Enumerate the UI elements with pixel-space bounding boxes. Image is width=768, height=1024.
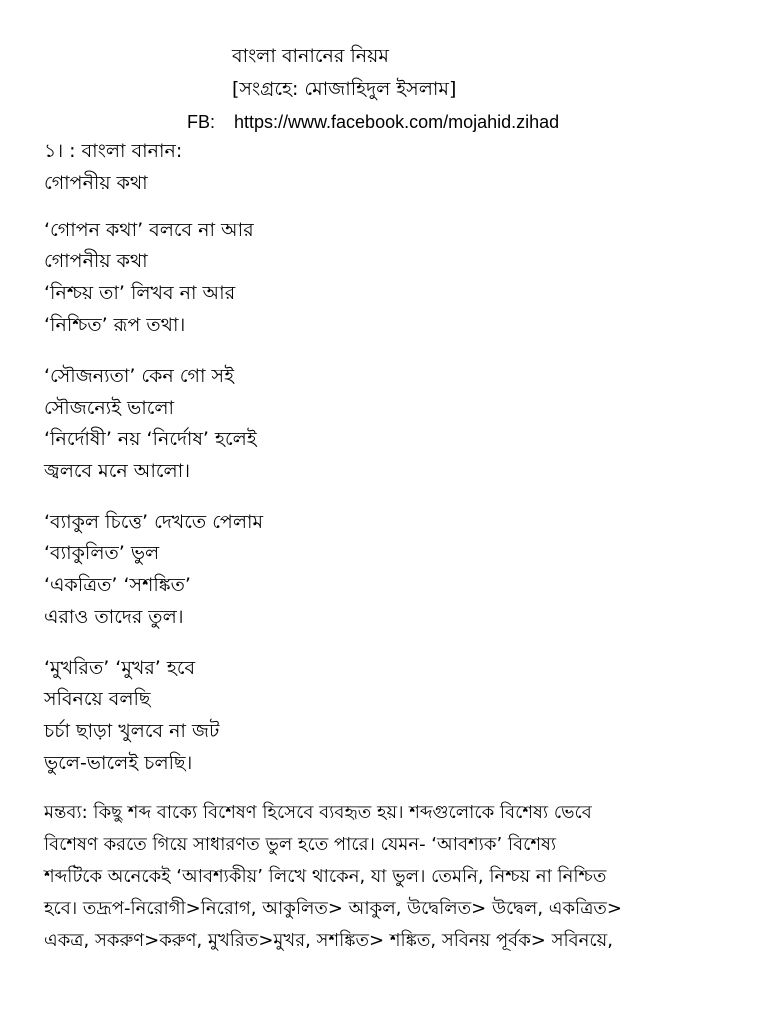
commentary-line: মন্তব্য: কিছু শব্দ বাক্যে বিশেষণ হিসেবে ব্যবহৃত হয়। শব্দগুলোকে বিশেষ্য ভেবে [44,802,592,823]
compiler-credit: [সংগ্রহে: মোজাহিদুল ইসলাম] [232,78,457,100]
fb-label: FB: [187,112,216,132]
commentary-line: শব্দটিকে অনেকেই ‘আবশ্যকীয়’ লিখে থাকেন, যা ভুল। তেমনি, নিশ্চয় না নিশ্চিত [44,866,607,887]
poem-line: চর্চা ছাড়া খুলবে না জট [44,720,220,742]
poem-line: জ্বলবে মনে আলো। [44,460,190,482]
commentary-line: একত্র, সকরুণ>করুণ, মুখরিত>মুখর, সশঙ্কিত> শঙ্কিত, সবিনয় পূর্বক> সবিনয়ে, [44,930,613,951]
section-subtitle: গোপনীয় কথা [44,172,148,194]
fb-link[interactable]: https://www.facebook.com/mojahid.zihad [234,112,560,132]
poem-line: এরাও তাদের তুল। [44,606,184,628]
commentary-line: হবে। তদ্রূপ-নিরোগী>নিরোগ, আকুলিত> আকুল, উদ্বেলিত> উদ্বেল, একত্রিত> [44,898,623,919]
poem-line: ‘নির্দোষী’ নয় ‘নির্দোষ’ হলেই [44,428,257,450]
poem-line: ‘ব্যাকুলিত’ ভুল [44,542,160,564]
document-title: বাংলা বানানের নিয়ম [232,45,389,67]
poem-line: ‘সৌজন্যতা’ কেন গো সই [44,365,234,387]
poem-line: ‘নিশ্চয় তা’ লিখব না আর [44,282,236,304]
poem-line: ভুলে-ভালেই চলছি। [44,752,193,774]
poem-line: সৌজন্যেই ভালো [44,397,175,419]
poem-line: ‘একত্রিত’ ‘সশঙ্কিত’ [44,574,191,596]
poem-line: ‘মুখরিত’ ‘মুখর’ হবে [44,657,196,679]
poem-line: ‘গোপন কথা’ বলবে না আর [44,219,254,241]
poem-line: ‘ব্যাকুল চিত্তে’ দেখতে পেলাম [44,511,264,533]
poem-line: সবিনয়ে বলছি [44,688,151,710]
poem-line: ‘নিশ্চিত’ রূপ তথা। [44,314,186,336]
section-heading: ১। : বাংলা বানান: [44,140,183,162]
commentary-line: বিশেষণ করতে গিয়ে সাধারণত ভুল হতে পারে। যেমন- ‘আবশ্যক’ বিশেষ্য [44,834,557,855]
poem-line: গোপনীয় কথা [44,250,148,272]
